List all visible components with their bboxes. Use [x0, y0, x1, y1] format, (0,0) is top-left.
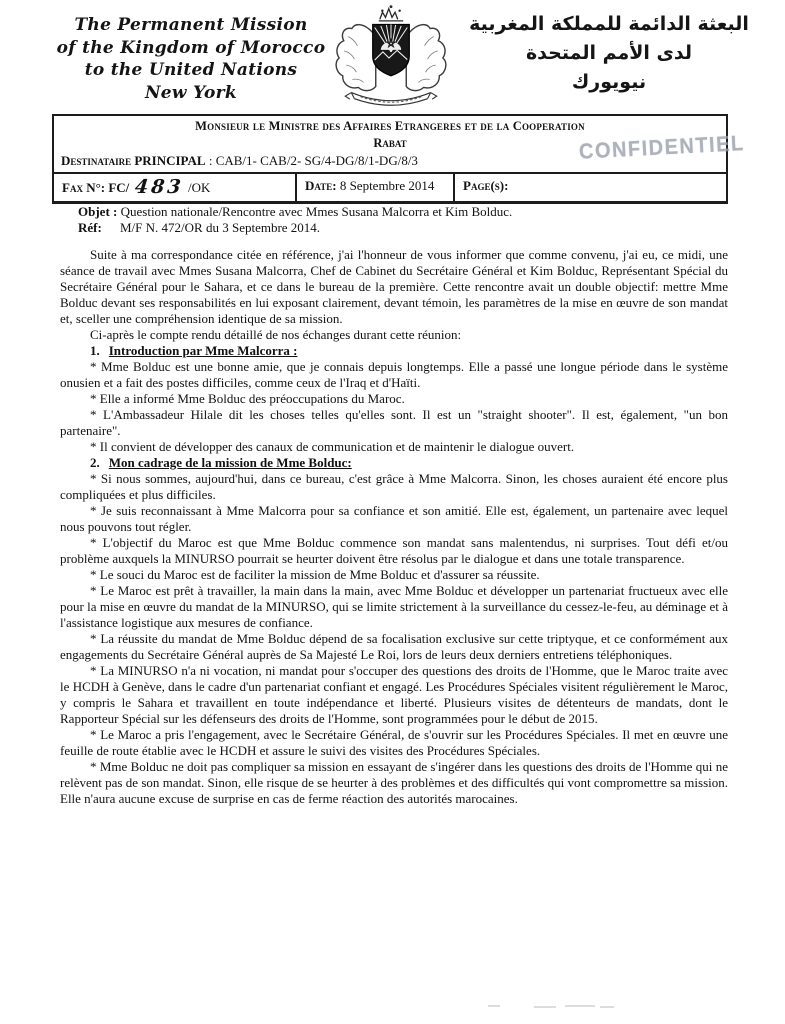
faint-scan-mark [600, 1006, 614, 1008]
objet-line [78, 204, 728, 220]
mission-en-line: The Permanent Mission [74, 15, 308, 35]
fax-number-suffix: /OK [187, 180, 211, 195]
bullet-item: * Si nous sommes, aujourd'hui, dans ce bureau, c'est grâce à Mme Malcorra. Sinon, les choses auraient été encore plus compliquées et plus difficiles. [60, 471, 728, 502]
mission-title-english [52, 14, 330, 104]
mission-ar-line: لدى الأمم المتحدة [525, 42, 693, 64]
bullet-item: * Elle a informé Mme Bolduc des préoccupations du Maroc. [90, 391, 405, 406]
document-body [60, 204, 728, 807]
date-value: 8 Septembre 2014 [339, 178, 435, 193]
date-cell [297, 174, 455, 201]
confidentiel-stamp: CONFIDENTIEL [578, 131, 746, 165]
date-label: Date: [305, 178, 337, 193]
fax-number-label: Fax N°: FC/ [62, 180, 130, 195]
recipient-line: Monsieur le Ministre des Affaires Etrangeres et de la Cooperation [195, 119, 585, 133]
mission-ar-line: البعثة الدائمة للمملكة المغربية [469, 13, 749, 35]
bullet-item: * La réussite du mandat de Mme Bolduc dépend de sa focalisation exclusive sur cette triptyque, et ce conformément aux engagements du Secrétaire Général auprès de Sa Majesté Le Roi, lors de leurs deux derniers entretiens téléphoniques. [60, 631, 728, 662]
heading-text: Mon cadrage de la mission de Mme Bolduc: [108, 455, 352, 470]
mission-ar-line: نيويورك [571, 71, 647, 93]
section-heading-1 [90, 343, 728, 359]
principal-label: PRINCIPAL [134, 153, 206, 168]
faint-scan-mark [534, 1006, 556, 1008]
fax-table-bottom-row [54, 174, 726, 201]
fax-number-cell [54, 174, 297, 201]
mission-en-line: of the Kingdom of Morocco [56, 37, 326, 58]
bullet-item: * Le Maroc est prêt à travailler, la main dans la main, avec Mme Bolduc et développer un partenariat fructueux avec elle pour la mise en œuvre du mandat de la MINURSO, qui se limite strictement à la surveillance du cessez-le-feu, au déminage et à l'assistance logistique aux mesures de confiance. [60, 583, 728, 630]
recipient-city: Rabat [373, 136, 407, 150]
ref-line [78, 220, 728, 236]
bullet-item: * Mme Bolduc ne doit pas compliquer sa mission en essayant de s'ingérer dans les questions des droits de l'Homme qui ne relèvent pas de son mandat. Sinon, elle risque de se heurter à des problèmes et des difficultés qui vont compromettre sa mission. Elle n'aura aucune excuse de surprise en cas de ferme réaction des autorités marocaines. [60, 759, 728, 806]
morocco-coat-of-arms-icon [330, 2, 452, 114]
fax-number-handwritten: 483 [134, 176, 186, 198]
objet-label: Objet : [78, 204, 118, 219]
bullet-item: * Il convient de développer des canaux de communication et de maintenir le dialogue ouvert. [90, 439, 575, 454]
bullet-item: * Le souci du Maroc est de faciliter la mission de Mme Bolduc et d'assurer sa réussite. [90, 567, 540, 582]
paragraph: Ci-après le compte rendu détaillé de nos échanges durant cette réunion: [90, 327, 462, 342]
ref-text: M/F N. 472/OR du 3 Septembre 2014. [120, 220, 321, 235]
mission-title-arabic [468, 10, 750, 97]
destinataire-label: Destinataire [61, 153, 132, 168]
pages-label: Page(s): [463, 178, 509, 193]
bullet-item: * Je suis reconnaissant à Mme Malcorra pour sa confiance et son amitié. Elle est, également, un partenaire avec lequel nous pouvons tout régler. [60, 503, 728, 534]
heading-text: Introduction par Mme Malcorra : [108, 343, 298, 358]
destinataire-value: : CAB/1- CAB/2- SG/4-DG/8/1-DG/8/3 [205, 153, 418, 168]
objet-text: Question nationale/Rencontre avec Mmes Susana Malcorra et Kim Bolduc. [120, 204, 513, 219]
section-heading-2 [90, 455, 728, 471]
mission-en-line: to the United Nations [84, 60, 298, 80]
ref-label: Réf: [78, 220, 102, 235]
bullet-item: * Mme Bolduc est une bonne amie, que je connais depuis longtemps. Elle a passé une longue période dans le système onusien et a fait des postes difficiles, comme ceux de l'Iraq et d'Haïti. [60, 359, 728, 390]
bullet-item: * L'objectif du Maroc est que Mme Bolduc commence son mandat sans malentendus, ni surprises. Tout défi et/ou problème auxquels la MINURSO pourrait se heurter doivent être résolus par le dialogue et dans une totale transparence. [60, 535, 728, 566]
paragraph: Suite à ma correspondance citée en référence, j'ai l'honneur de vous informer que comme convenu, j'ai eu, ce midi, une séance de travail avec Mmes Susana Malcorra, Chef de Cabinet du Secrétaire Général et Kim Bolduc, Représentant Spécial du Secrétaire Général pour le Sahara, et ce dans le bureau de la première. Cette rencontre avait un double objectif: mettre Mme Bolduc devant ses responsabilités en lui exposant clairement, devant témoin, les paramètres de la mise en œuvre de son mandat et, sceller une compréhension identique de sa mission. [60, 247, 728, 326]
bullet-item: * L'Ambassadeur Hilale dit les choses telles qu'elles sont. Il est un "straight shooter". Il est, également, "un bon partenaire". [60, 407, 728, 438]
heading-number: 1. [90, 343, 100, 358]
faint-scan-mark [488, 1005, 500, 1007]
bullet-item: * Le Maroc a pris l'engagement, avec le Secrétaire Général, de s'ouvrir sur les Procédures Spéciales. Il met en œuvre une feuille de route établie avec le HCDH et assure le suivi des visites des Procédures Spéciales. [60, 727, 728, 758]
pages-cell [455, 174, 726, 201]
bullet-item: * La MINURSO n'a ni vocation, ni mandat pour s'occuper des questions des droits de l'Homme, que le Maroc traite avec le HCDH à Genève, dans le cadre d'un partenariat confiant et engagé. Les Procédures Spéciales visitent régulièrement le Maroc, y compris le Sahara et travaillent en toute indépendance et liberté. Plusieurs visites de détenteurs de mandats, dont le Rapporteur Spécial sur les défenseurs des droits de l'Homme, sont programmées pour le début de 2015. [60, 663, 728, 726]
faint-scan-mark [565, 1005, 595, 1007]
mission-en-line: New York [144, 82, 238, 103]
heading-number: 2. [90, 455, 100, 470]
